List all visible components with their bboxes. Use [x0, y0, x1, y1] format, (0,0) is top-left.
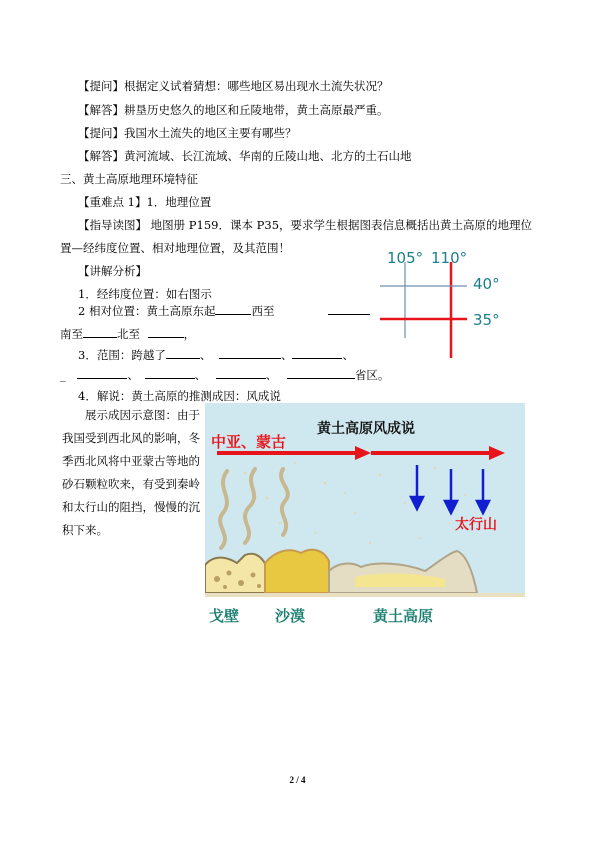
longitude-105-label: 105° — [387, 250, 424, 267]
answer-1: 【解答】耕垦历史悠久的地区和丘陵地带，黄土高原最严重。 — [78, 103, 389, 117]
longitude-110-label: 110° — [431, 250, 468, 267]
ground-strip — [205, 593, 525, 597]
blank-west[interactable] — [328, 303, 370, 315]
blank-north[interactable] — [148, 326, 184, 338]
taihang-mountain-label: 太行山 — [455, 517, 497, 533]
map-guide-line-1: 【指导读图】 地图册 P159．课本 P35，要求学生根据图表信息概括出黄土高原的地理位 — [78, 218, 533, 232]
lat-lon-grid-figure — [375, 250, 515, 360]
latitude-35-label: 35° — [473, 311, 500, 329]
central-asia-mongolia-label: 中亚、蒙古 — [211, 433, 287, 451]
scope-label: 3．范围：跨越了 — [78, 348, 166, 362]
separator: 、 — [194, 368, 207, 382]
loess-formation-figure — [205, 403, 525, 633]
explanation-heading: 【讲解分析】 — [78, 264, 147, 278]
blank-province-1[interactable] — [166, 347, 200, 359]
section-heading-3: 三、黄土高原地理环境特征 — [60, 172, 198, 186]
blank-south[interactable] — [83, 326, 117, 338]
figure-title: 黄土高原风成说 — [317, 421, 415, 437]
blank-province-5[interactable] — [145, 367, 195, 379]
key-point-1: 【重难点 1】1．地理位置 — [78, 195, 212, 209]
page-number: 2 / 4 — [289, 775, 306, 785]
desert-ground — [265, 550, 329, 593]
loess-plateau-label: 黄土高原 — [373, 607, 434, 625]
relative-position-line-1 — [78, 303, 370, 319]
cause-text: 展示成因示意图：由于我国受到西北风的影响，冬季西北风将中亚蒙古等地的砂石颗粒吹来，有受到秦岭和太行山的阻挡，慢慢的沉积下来。 — [62, 408, 200, 537]
cause-paragraph — [62, 404, 200, 542]
separator: 、 — [127, 368, 139, 382]
west-label: 西至 — [251, 304, 275, 318]
separator: 、 — [199, 348, 212, 362]
question-1: 【提问】根据定义试着猜想：哪些地区易出现水土流失状况？ — [78, 79, 389, 93]
blank-province-2[interactable] — [219, 347, 281, 359]
lat-lon-position: 1．经纬度位置：如右图示 — [78, 287, 212, 301]
cause-heading: 4．解说：黄土高原的推测成因：风成说 — [78, 389, 281, 403]
south-label: 南至 — [60, 327, 83, 341]
scope-line-2 — [60, 367, 389, 383]
separator: 、 — [265, 368, 278, 382]
scope-line-1 — [78, 347, 354, 363]
latitude-40-label: 40° — [473, 275, 500, 293]
blank-province-4[interactable] — [77, 367, 127, 379]
blank-province-6[interactable] — [216, 367, 266, 379]
relative-position-line-2 — [60, 326, 195, 342]
gobi-label: 戈壁 — [209, 607, 240, 625]
lead-mark: _ — [60, 368, 66, 382]
separator: 、 — [280, 348, 293, 362]
north-label: 北至 — [117, 327, 140, 341]
comma: ， — [183, 327, 196, 341]
scope-end: 省区。 — [354, 368, 390, 382]
blank-east[interactable] — [215, 303, 251, 315]
separator: 、 — [342, 348, 354, 362]
blank-province-3[interactable] — [292, 347, 342, 359]
map-guide-line-2: 置—经纬度位置、相对地理位置，及其范围！ — [60, 241, 290, 255]
answer-2: 【解答】黄河流域、长江流域、华南的丘陵山地、北方的土石山地 — [78, 149, 412, 163]
blank-province-7[interactable] — [287, 367, 355, 379]
question-2: 【提问】我国水土流失的地区主要有哪些？ — [78, 126, 297, 140]
desert-label: 沙漠 — [275, 607, 306, 625]
relative-position-label: 2 相对位置：黄土高原东起 — [78, 304, 216, 318]
